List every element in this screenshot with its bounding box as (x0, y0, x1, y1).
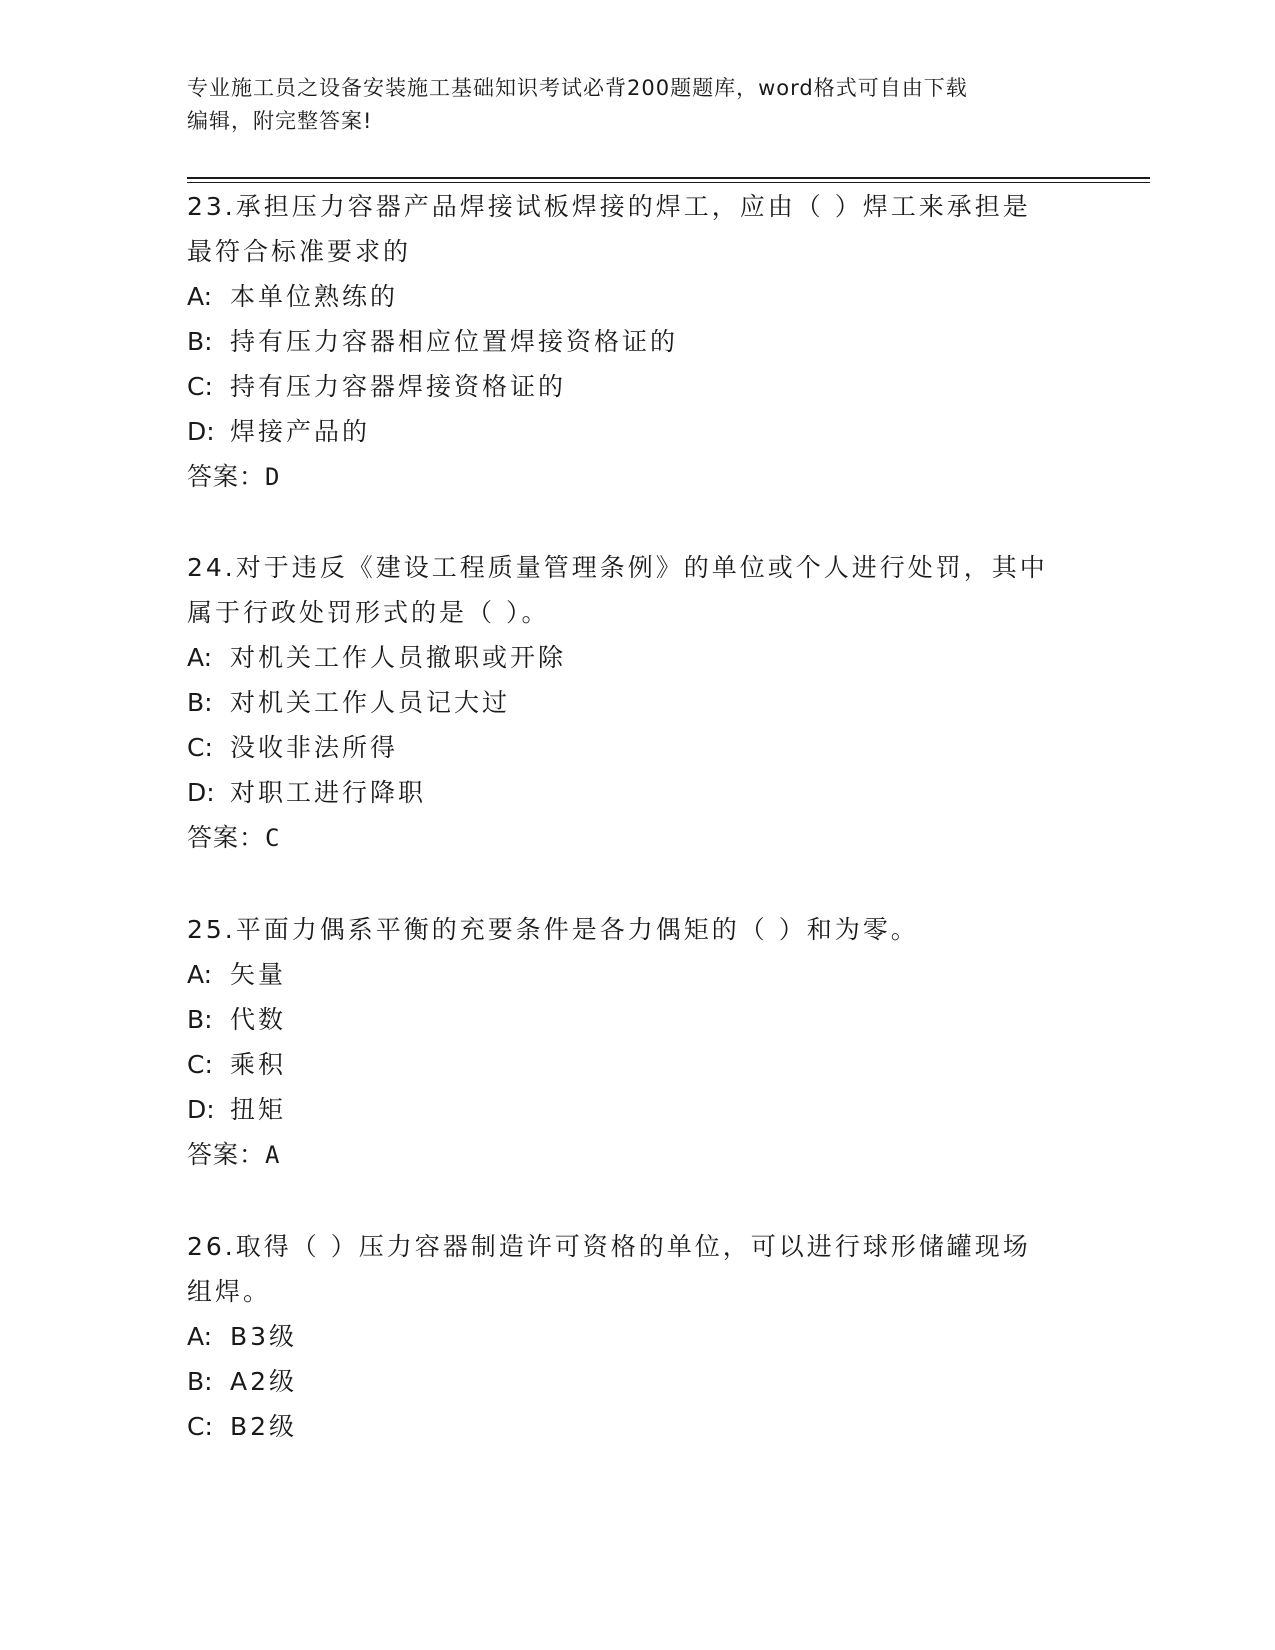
option-key: B: (187, 327, 213, 356)
answer-value: D (265, 463, 281, 491)
option-key: A: (187, 960, 213, 989)
option-a (187, 1314, 1087, 1359)
option-d (187, 770, 1087, 815)
option-text: 对机关工作人员记大过 (230, 688, 511, 717)
document-header (187, 72, 1067, 138)
option-a (187, 952, 1087, 997)
answer-value: A (265, 1141, 281, 1169)
option-b (187, 997, 1087, 1042)
option-text: 焊接产品的 (230, 417, 371, 446)
header-line-2: 编辑，附完整答案! (187, 109, 373, 133)
option-key: D: (187, 417, 215, 446)
answer-line (187, 1132, 1087, 1178)
option-key: C: (187, 1050, 213, 1079)
option-c (187, 364, 1087, 409)
question-24 (187, 545, 1087, 861)
option-key: C: (187, 733, 213, 762)
option-text: B3级 (230, 1322, 298, 1351)
question-stem-continued: 属于行政处罚形式的是（ ）。 (187, 598, 550, 627)
option-text: 没收非法所得 (230, 733, 399, 762)
option-text: 本单位熟练的 (230, 282, 399, 311)
option-key: C: (187, 1412, 213, 1441)
option-text: 持有压力容器焊接资格证的 (230, 372, 567, 401)
option-a (187, 274, 1087, 319)
option-key: B: (187, 1005, 213, 1034)
option-b (187, 1359, 1087, 1404)
option-key: D: (187, 1095, 215, 1124)
option-key: D: (187, 778, 215, 807)
option-text: B2级 (230, 1412, 298, 1441)
option-text: 对职工进行降职 (230, 778, 427, 807)
option-text: 对机关工作人员撤职或开除 (230, 643, 567, 672)
header-divider-thin (187, 182, 1150, 183)
option-text: 持有压力容器相应位置焊接资格证的 (230, 327, 679, 356)
option-b (187, 680, 1087, 725)
question-stem: 25.平面力偶系平衡的充要条件是各力偶矩的（ ）和为零。 (187, 915, 919, 944)
option-b (187, 319, 1087, 364)
answer-label: 答案： (187, 823, 266, 852)
header-line-1: 专业施工员之设备安装施工基础知识考试必背200题题库，word格式可自由下载 (187, 76, 968, 100)
question-25 (187, 907, 1087, 1178)
option-c (187, 1404, 1087, 1449)
option-key: A: (187, 282, 213, 311)
answer-label: 答案： (187, 462, 266, 491)
question-stem: 26.取得（ ）压力容器制造许可资格的单位，可以进行球形储罐现场 (187, 1232, 1031, 1261)
option-key: B: (187, 1367, 213, 1396)
option-key: A: (187, 643, 213, 672)
option-key: C: (187, 372, 213, 401)
option-text: 乘积 (230, 1050, 287, 1079)
question-stem-continued: 最符合标准要求的 (187, 237, 412, 266)
option-text: A2级 (230, 1367, 298, 1396)
question-stem: 23.承担压力容器产品焊接试板焊接的焊工，应由（ ）焊工来承担是 (187, 192, 1031, 221)
option-text: 矢量 (230, 960, 287, 989)
option-c (187, 725, 1087, 770)
header-divider-thick (187, 177, 1150, 179)
option-text: 代数 (230, 1005, 287, 1034)
option-c (187, 1042, 1087, 1087)
answer-value: C (265, 824, 281, 852)
option-a (187, 635, 1087, 680)
question-stem-continued: 组焊。 (187, 1277, 272, 1306)
question-23 (187, 184, 1087, 500)
answer-line (187, 815, 1087, 861)
question-stem: 24.对于违反《建设工程质量管理条例》的单位或个人进行处罚，其中 (187, 553, 1048, 582)
option-d (187, 409, 1087, 454)
option-key: B: (187, 688, 213, 717)
option-d (187, 1087, 1087, 1132)
option-key: A: (187, 1322, 213, 1351)
answer-label: 答案： (187, 1140, 266, 1169)
option-text: 扭矩 (230, 1095, 287, 1124)
question-26 (187, 1224, 1087, 1449)
answer-line (187, 454, 1087, 500)
